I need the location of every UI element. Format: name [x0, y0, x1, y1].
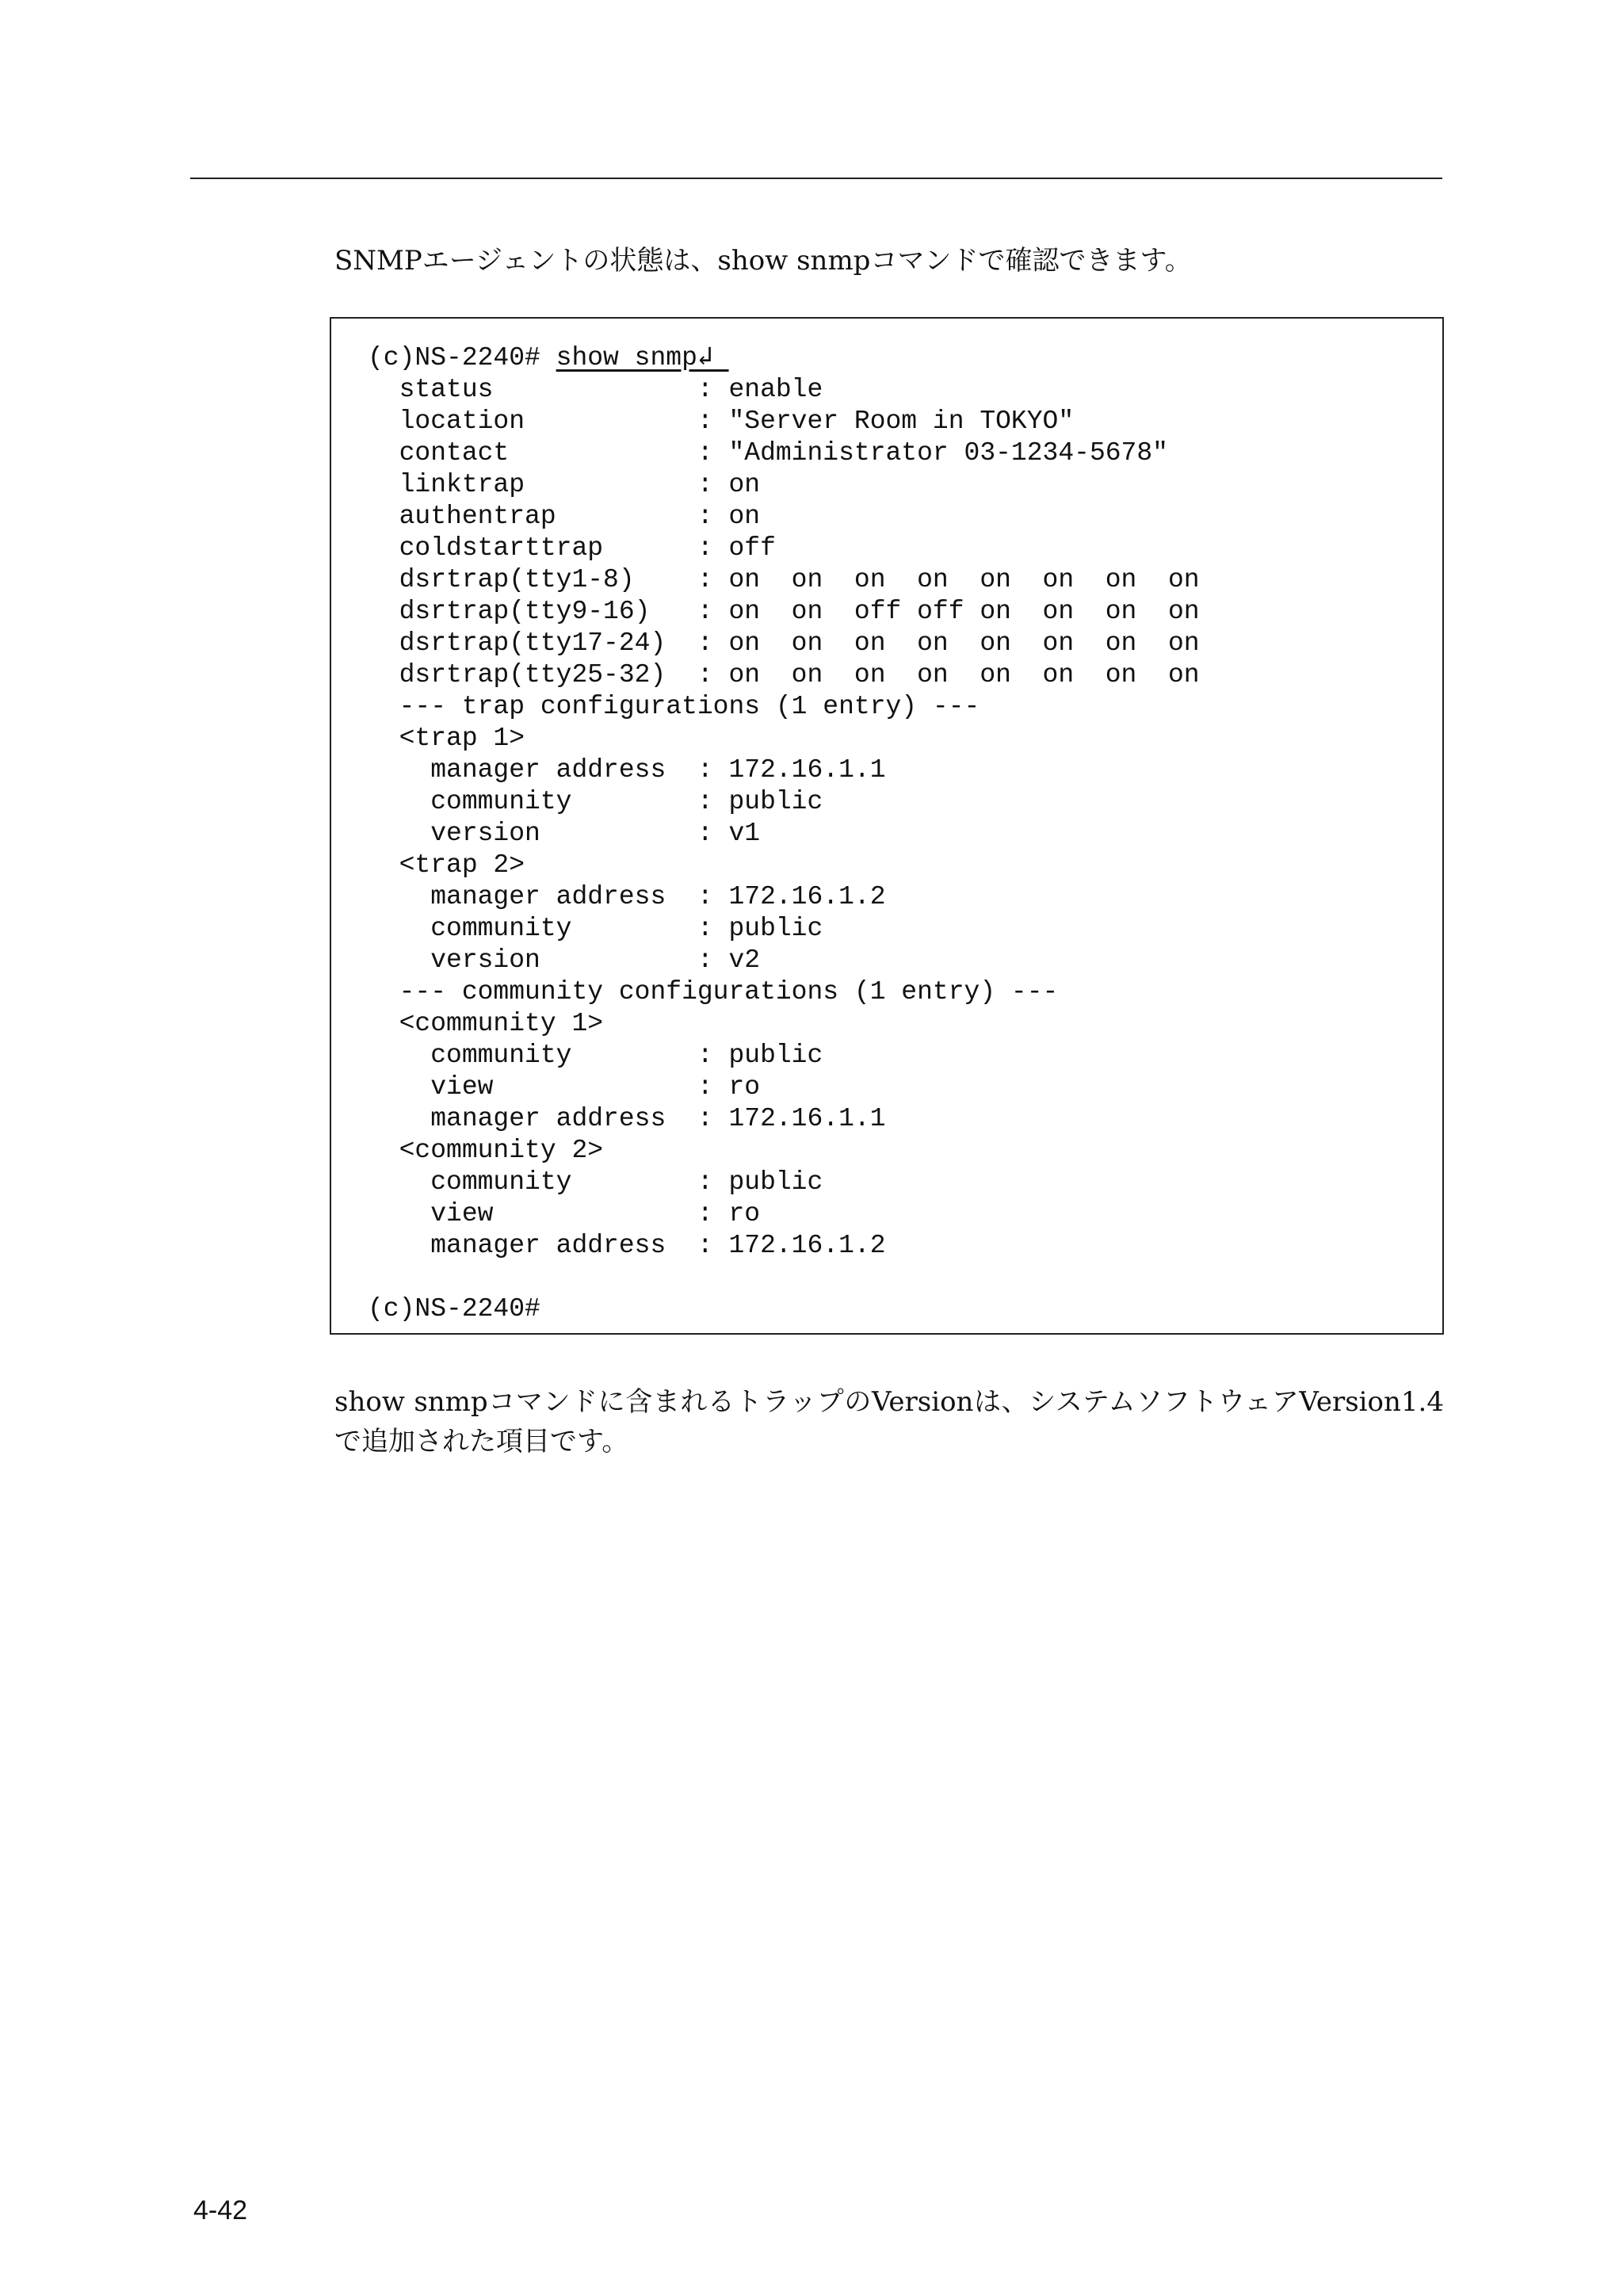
console-final-prompt: (c)NS-2240# — [368, 1294, 540, 1324]
version-note — [334, 1382, 1444, 1461]
console-line: community : public — [368, 914, 823, 943]
version-note-line-2: で追加された項目です。 — [334, 1426, 629, 1457]
console-line: manager address : 172.16.1.1 — [368, 755, 886, 785]
console-command: show snmp↲ — [556, 343, 729, 372]
console-line: <community 2> — [368, 1136, 604, 1165]
console-line: coldstarttrap : off — [368, 533, 776, 563]
console-line: contact : "Administrator 03-1234-5678" — [368, 438, 1168, 468]
console-line: <community 1> — [368, 1009, 604, 1038]
console-line: authentrap : on — [368, 502, 761, 531]
console-line: community : public — [368, 1167, 823, 1197]
console-line: view : ro — [368, 1072, 761, 1102]
console-line: community : public — [368, 1041, 823, 1070]
console-line: --- community configurations (1 entry) --- — [368, 977, 1059, 1007]
console-line: --- trap configurations (1 entry) --- — [368, 692, 980, 721]
console-blank-line — [368, 1262, 1200, 1293]
console-line: dsrtrap(tty25-32) : on on on on on on on on — [368, 660, 1200, 690]
console-line: location : "Server Room in TOKYO" — [368, 407, 1075, 436]
console-line: version : v1 — [368, 819, 761, 848]
console-line: manager address : 172.16.1.1 — [368, 1104, 886, 1133]
console-line: manager address : 172.16.1.2 — [368, 882, 886, 911]
console-line: status : enable — [368, 375, 823, 404]
console-output-box — [330, 317, 1444, 1335]
console-line: <trap 2> — [368, 850, 525, 880]
intro-paragraph: SNMPエージェントの状態は、show snmpコマンドで確認できます。 — [334, 245, 1192, 277]
console-line: linktrap : on — [368, 470, 761, 499]
console-line: dsrtrap(tty17-24) : on on on on on on on on — [368, 628, 1200, 658]
console-line: view : ro — [368, 1199, 761, 1228]
console-line: dsrtrap(tty9-16) : on on off off on on on on — [368, 597, 1200, 626]
version-note-line-1: show snmpコマンドに含まれるトラップのVersionは、システムソフトウェアVersion1.4 — [334, 1386, 1444, 1418]
header-rule — [190, 178, 1442, 179]
page-number: 4-42 — [193, 2195, 248, 2225]
console-line: <trap 1> — [368, 724, 525, 753]
console-line: community : public — [368, 787, 823, 816]
console-line: version : v2 — [368, 946, 761, 975]
console-line: dsrtrap(tty1-8) : on on on on on on on on — [368, 565, 1200, 594]
console-line: manager address : 172.16.1.2 — [368, 1231, 886, 1260]
console-output — [368, 342, 1200, 1325]
console-prompt: (c)NS-2240# — [368, 343, 556, 372]
